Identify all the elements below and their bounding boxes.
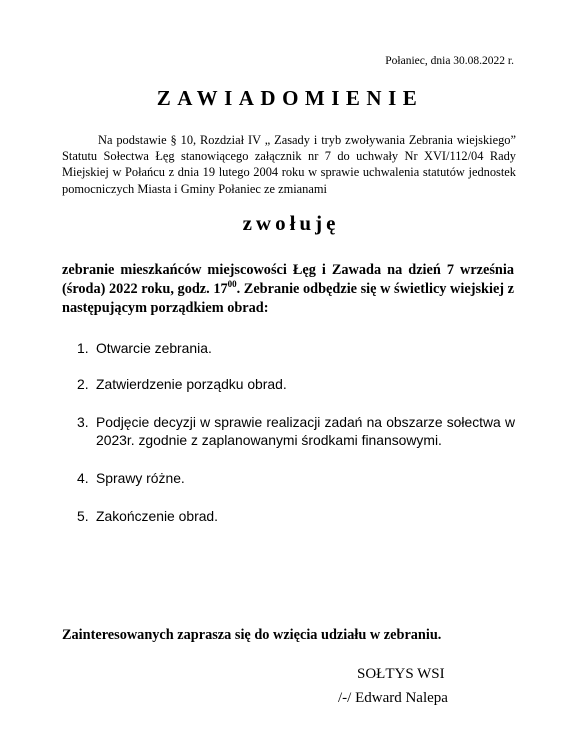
meeting-text-after-time: . Zebranie odbędzie się w świetlicy wiejskiej z następującym porządkiem obrad: <box>62 281 514 316</box>
signature-name: /-/ Edward Nalepa <box>338 690 448 706</box>
meeting-text-before-time: zebranie mieszkańców miejscowości Łęg i Zawada na dzień 7 września (środa) 2022 roku, godz. 17 <box>62 262 514 297</box>
agenda-item-number: 5. <box>77 508 89 525</box>
agenda-item-text: Podjęcie decyzji w sprawie realizacji zadań na obszarze sołectwa w 2023r. zgodnie z zaplanowanymi środkami finansowymi. <box>96 413 515 448</box>
agenda-item <box>62 413 515 450</box>
legal-basis-paragraph: Na podstawie § 10, Rozdział IV „ Zasady i tryb zwoływania Zebrania wiejskiego” Statutu Sołectwa Łęg stanowiącego załącznik nr 7 do uchwały Nr XVI/112/04 Rady Miejskiej w Połańcu z dnia 19 lutego 2004 roku w sprawie uchwalenia statutów jednostek pomocniczych Miasta i Gminy Połaniec ze zmianami <box>62 133 516 196</box>
agenda-item-text: Zakończenie obrad. <box>96 508 219 525</box>
invitation-line: Zainteresowanych zaprasza się do wzięcia udziału w zebraniu. <box>62 627 442 643</box>
agenda-item <box>62 375 515 393</box>
agenda-item-text: Zatwierdzenie porządku obrad. <box>96 376 287 393</box>
signature-title: SOŁTYS WSI <box>357 666 445 682</box>
agenda-item-number: 2. <box>77 376 89 393</box>
document-title: ZAWIADOMIENIE <box>156 86 424 110</box>
agenda-item-text: Sprawy różne. <box>96 470 185 487</box>
agenda-item <box>62 507 515 525</box>
agenda-item <box>62 469 515 487</box>
agenda-item <box>62 339 515 357</box>
meeting-announcement <box>62 261 514 318</box>
meeting-time-superscript: 00 <box>227 279 237 289</box>
call-heading: zwołuję <box>242 211 340 235</box>
date-line: Połaniec, dnia 30.08.2022 r. <box>385 55 514 67</box>
agenda-item-number: 1. <box>77 340 89 356</box>
agenda-item-number: 3. <box>77 413 89 430</box>
agenda-list <box>62 339 515 526</box>
agenda-item-text: Otwarcie zebrania. <box>96 340 212 356</box>
agenda-item-number: 4. <box>77 470 89 487</box>
